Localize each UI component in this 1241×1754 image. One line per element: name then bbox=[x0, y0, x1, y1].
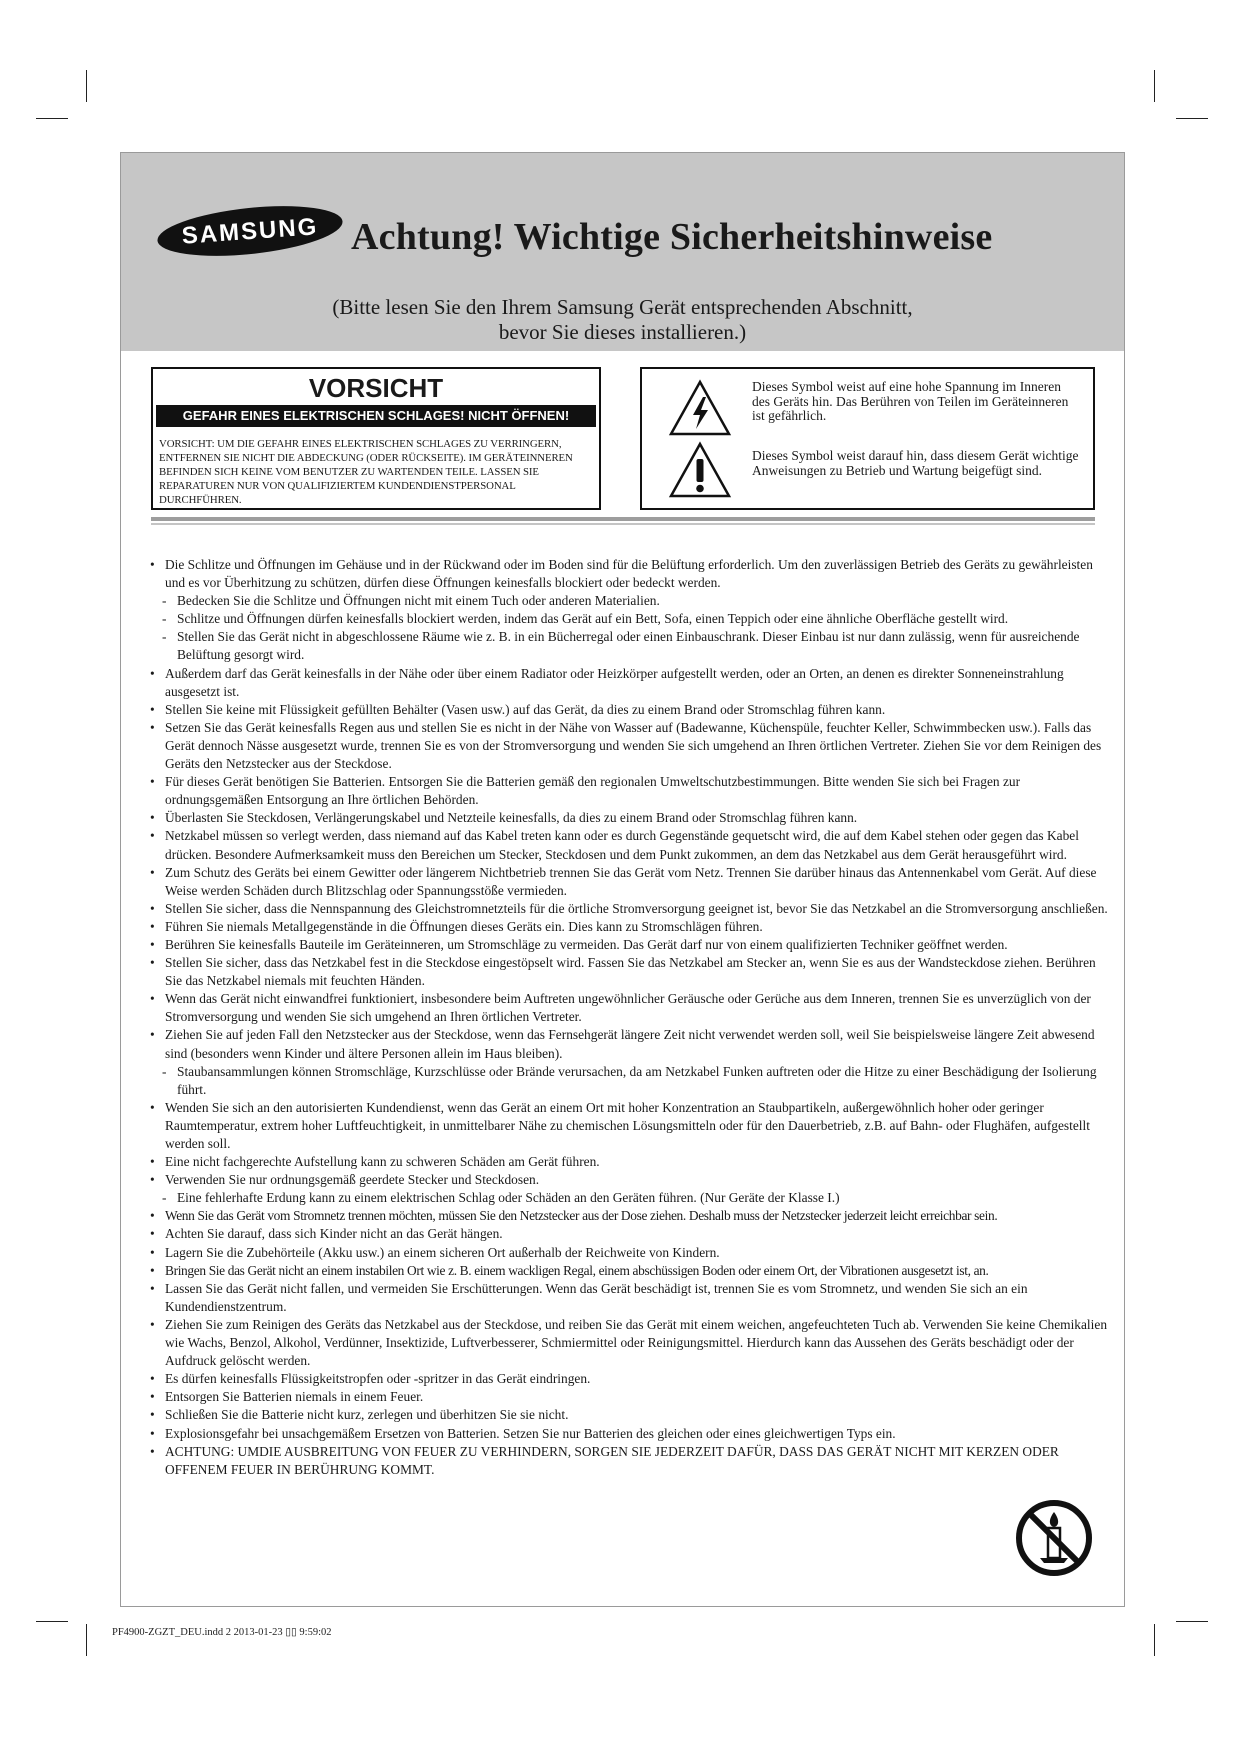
list-item bbox=[149, 628, 1113, 664]
bullet-marker: • bbox=[150, 828, 155, 844]
bullet-marker: • bbox=[150, 1027, 155, 1043]
list-item bbox=[149, 773, 1113, 809]
list-item bbox=[149, 809, 1113, 827]
list-item-text: Zum Schutz des Geräts bei einem Gewitter oder längerem Nichtbetrieb trennen Sie das Gerät vom Netz. Trennen Sie darüber hinaus das Antennenkabel vom Gerät. Auf diese Weise werden Schäden durch Blitzschlag oder Spannungsstöße vermieden. bbox=[165, 864, 1097, 898]
list-item bbox=[149, 900, 1113, 918]
bullet-marker: • bbox=[150, 1099, 155, 1115]
list-item bbox=[149, 556, 1113, 592]
list-item-text: Führen Sie niemals Metallgegenstände in die Öffnungen dieses Geräts ein. Dies kann zu Stromschlägen führen. bbox=[165, 918, 763, 934]
bullet-marker: • bbox=[150, 719, 155, 735]
list-item-text: Überlasten Sie Steckdosen, Verlängerungskabel und Netzteile keinesfalls, da dies zu einem Brand oder Stromschlag führen kann. bbox=[165, 810, 858, 826]
list-item-text: Achten Sie darauf, dass sich Kinder nicht an das Gerät hängen. bbox=[165, 1226, 503, 1242]
list-item bbox=[149, 719, 1113, 773]
list-item-text: ACHTUNG: UMDIE AUSBREITUNG VON FEUER ZU VERHINDERN, SORGEN SIE JEDERZEIT DAFÜR, DASS DAS GERÄT NICHT MIT KERZEN ODER OFFENEM FEUER IN BERÜHRUNG KOMMT. bbox=[165, 1443, 1059, 1477]
list-item bbox=[149, 864, 1113, 900]
caution-text: VORSICHT: UM DIE GEFAHR EINES ELEKTRISCHEN SCHLAGES ZU VERRINGERN, ENTFERNEN SIE NICHT DIE ABDECKUNG (ODER RÜCKSEITE). IM GERÄTEINNEREN BEFINDEN SICH KEINE VOM BENUTZER ZU WARTENDEN TEILE. LASSEN SIE REPARATUREN NUR VON QUALIFIZIERTEM KUNDENDIENSTPERSONAL DURCHFÜHREN. bbox=[159, 438, 573, 506]
subtitle-line-1: (Bitte lesen Sie den Ihrem Samsung Gerät entsprechenden Abschnitt, bbox=[332, 295, 913, 319]
caution-box bbox=[151, 367, 601, 510]
list-item-text: Lassen Sie das Gerät nicht fallen, und vermeiden Sie Erschütterungen. Wenn das Gerät beschädigt ist, trennen Sie es vom Stromnetz, und wenden Sie sich an ein Kundendienstzentrum. bbox=[165, 1280, 1028, 1314]
list-item bbox=[149, 610, 1113, 628]
list-item bbox=[149, 954, 1113, 990]
list-item-text: Schlitze und Öffnungen dürfen keinesfalls blockiert werden, indem das Gerät auf ein Bett, Sofa, einen Teppich oder eine ähnliche Oberfläche gestellt wird. bbox=[177, 611, 1009, 627]
divider-rule bbox=[151, 517, 1095, 521]
bullet-marker: • bbox=[150, 1443, 155, 1459]
list-item bbox=[149, 665, 1113, 701]
list-item-text: Eine fehlerhafte Erdung kann zu einem elektrischen Schlag oder Schäden an den Geräten führen. (Nur Geräte der Klasse I.) bbox=[177, 1190, 840, 1206]
list-item bbox=[149, 1244, 1113, 1262]
list-item-text: Ziehen Sie zum Reinigen des Geräts das Netzkabel aus der Steckdose, und reiben Sie das Gerät mit einem weichen, angefeuchteten Tuch ab. Verwenden Sie keine Chemikalien wie Wachs, Benzol, Alkohol, Verdünner, Insektizide, Luftverbesserer, Schmiermittel oder Reinigungsmittel. Hierdurch kann das Aussehen des Geräts beschädigt oder der Aufdruck gelöscht werden. bbox=[165, 1316, 1108, 1369]
list-item-text: Stellen Sie sicher, dass die Nennspannung des Gleichstromnetzteils für die örtliche Stromversorgung geeignet ist, bevor Sie das Netzkabel an die Stromversorgung anschließen. bbox=[165, 900, 1108, 916]
bullet-marker: • bbox=[150, 1226, 155, 1242]
list-item bbox=[149, 1063, 1113, 1099]
bullet-marker: • bbox=[150, 936, 155, 952]
dash-marker: - bbox=[162, 629, 167, 645]
bullet-marker: • bbox=[150, 1208, 155, 1224]
bullet-marker: • bbox=[150, 701, 155, 717]
bullet-marker: • bbox=[150, 900, 155, 916]
important-description: Dieses Symbol weist darauf hin, dass diesem Gerät wichtige Anweisungen zu Betrieb und Wartung beigefügt sind. bbox=[752, 448, 1079, 478]
list-item-text: Entsorgen Sie Batterien niemals in einem Feuer. bbox=[165, 1389, 424, 1405]
list-item-text: Schließen Sie die Batterie nicht kurz, zerlegen und überhitzen Sie sie nicht. bbox=[165, 1407, 569, 1423]
list-item bbox=[149, 1406, 1113, 1424]
samsung-logo bbox=[155, 205, 345, 257]
list-item bbox=[149, 1171, 1113, 1189]
bullet-marker: • bbox=[150, 955, 155, 971]
list-item-text: Ziehen Sie auf jeden Fall den Netzstecker aus der Steckdose, wenn das Fernsehgerät längere Zeit nicht verwendet werden soll, weil Sie beispielsweise längere Zeit abwesend sind (besonders wenn Kinder und ältere Personen allein im Haus bleiben). bbox=[165, 1027, 1095, 1061]
list-item-text: Explosionsgefahr bei unsachgemäßem Ersetzen von Batterien. Setzen Sie nur Batterien des gleichen oder eines gleichwertigen Typs ein. bbox=[165, 1425, 896, 1441]
list-item bbox=[149, 990, 1113, 1026]
caution-title: VORSICHT bbox=[308, 373, 444, 403]
list-item-text: Außerdem darf das Gerät keinesfalls in der Nähe oder über einem Radiator oder Heizkörper aufgestellt werden, oder an Orten, an denen es direkter Sonneneinstrahlung ausgesetzt ist. bbox=[165, 665, 1064, 699]
list-item-text: Lagern Sie die Zubehörteile (Akku usw.) an einem sicheren Ort außerhalb der Reichweite von Kindern. bbox=[165, 1244, 720, 1260]
bullet-marker: • bbox=[150, 918, 155, 934]
bullet-marker: • bbox=[150, 864, 155, 880]
list-item bbox=[149, 1280, 1113, 1316]
list-item bbox=[149, 1153, 1113, 1171]
safety-page-frame bbox=[120, 152, 1125, 1607]
dash-marker: - bbox=[162, 1190, 167, 1206]
list-item-text: Stellen Sie keine mit Flüssigkeit gefüllten Behälter (Vasen usw.) auf das Gerät, da dies zu einem Brand oder Stromschlag führen kann. bbox=[165, 701, 886, 717]
bullet-marker: • bbox=[150, 1280, 155, 1296]
list-item-text: Setzen Sie das Gerät keinesfalls Regen aus und stellen Sie es nicht in der Nähe von Wasser auf (Badewanne, Küchenspüle, feuchter Keller, Schwimmbecken usw.). Falls das Gerät dennoch Nässe ausgesetzt wurde, trennen Sie es von der Stromversorgung und wenden Sie sich umgehend an Ihren örtlichen Vertreter. Ziehen Sie vor dem Reinigen des Geräts den Netzstecker aus der Steckdose. bbox=[165, 719, 1102, 772]
caution-bar: GEFAHR EINES ELEKTRISCHEN SCHLAGES! NICHT ÖFFNEN! bbox=[156, 405, 596, 427]
logo-text: SAMSUNG bbox=[180, 213, 320, 250]
list-item-text: Die Schlitze und Öffnungen im Gehäuse und in der Rückwand oder im Boden sind für die Belüftung erforderlich. Um den zuverlässigen Betrieb des Geräts zu gewährleisten und es vor Überhitzung zu schützen, dürfen diese Öffnungen keinesfalls blockiert oder bedeckt werden. bbox=[165, 557, 1093, 591]
exclamation-warning-icon bbox=[668, 441, 732, 499]
high-voltage-warning-icon bbox=[668, 379, 732, 437]
page-title: Achtung! Wichtige Sicherheitshinweise bbox=[351, 216, 993, 258]
list-item bbox=[149, 1388, 1113, 1406]
list-item bbox=[149, 918, 1113, 936]
no-open-flame-icon bbox=[1014, 1498, 1094, 1578]
list-item-text: Verwenden Sie nur ordnungsgemäß geerdete Stecker und Steckdosen. bbox=[165, 1172, 540, 1188]
subtitle-line-2: bevor Sie dieses installieren.) bbox=[498, 320, 747, 344]
list-item bbox=[149, 1225, 1113, 1243]
high-voltage-description: Dieses Symbol weist auf eine hohe Spannung im Inneren des Geräts hin. Das Berühren von Teilen im Geräteinneren ist gefährlich. bbox=[752, 379, 1069, 423]
list-item bbox=[149, 1425, 1113, 1443]
list-item-text: Es dürfen keinesfalls Flüssigkeitstropfen oder -spritzer in das Gerät eindringen. bbox=[165, 1371, 591, 1387]
dash-marker: - bbox=[162, 593, 167, 609]
list-item bbox=[149, 1026, 1113, 1062]
list-item bbox=[149, 1316, 1113, 1370]
bullet-marker: • bbox=[150, 1425, 155, 1441]
bullet-marker: • bbox=[150, 1244, 155, 1260]
list-item bbox=[149, 936, 1113, 954]
bullet-marker: • bbox=[150, 1389, 155, 1405]
page-subtitle bbox=[121, 295, 1124, 345]
bullet-marker: • bbox=[150, 1262, 155, 1278]
bullet-marker: • bbox=[150, 810, 155, 826]
list-item-text: Stellen Sie sicher, dass das Netzkabel fest in die Steckdose eingestöpselt wird. Fassen Sie das Netzkabel am Stecker an, wenn Sie es aus der Wandsteckdose ziehen. Berühren Sie das Netzkabel niemals mit feuchten Händen. bbox=[165, 955, 1096, 989]
divider-rule-light bbox=[151, 523, 1095, 525]
bullet-marker: • bbox=[150, 1407, 155, 1423]
list-item-text: Berühren Sie keinesfalls Bauteile im Geräteinneren, um Stromschläge zu vermeiden. Das Gerät darf nur von einem qualifizierten Techniker geöffnet werden. bbox=[165, 936, 1008, 952]
bullet-marker: • bbox=[150, 774, 155, 790]
list-item bbox=[149, 1370, 1113, 1388]
bullet-marker: • bbox=[150, 1371, 155, 1387]
bullet-marker: • bbox=[150, 1172, 155, 1188]
bullet-marker: • bbox=[150, 991, 155, 1007]
list-item bbox=[149, 1189, 1113, 1207]
list-item bbox=[149, 1443, 1113, 1479]
header-band bbox=[121, 153, 1124, 351]
list-item-text: Wenden Sie sich an den autorisierten Kundendienst, wenn das Gerät an einem Ort mit hoher Konzentration an Staubpartikeln, außergewöhnlich hoher oder geringer Raumtemperatur, extrem hoher Luftfeuchtigkeit, in unmittelbarer Nähe zu chemischen Lösungsmitteln oder für den Dauerbetrieb, z.B. auf Bahn- oder Flughäfen, aufgestellt werden soll. bbox=[165, 1099, 1090, 1151]
list-item-text: Wenn das Gerät nicht einwandfrei funktioniert, insbesondere beim Auftreten ungewöhnlicher Geräusche oder Gerüche aus dem Inneren, trennen Sie es unverzüglich von der Stromversorgung und wenden Sie sich umgehend an Ihren örtlichen Vertreter. bbox=[165, 991, 1091, 1025]
list-item bbox=[149, 592, 1113, 610]
list-item-text: Bedecken Sie die Schlitze und Öffnungen nicht mit einem Tuch oder anderen Materialien. bbox=[177, 593, 660, 609]
bullet-marker: • bbox=[150, 665, 155, 681]
dash-marker: - bbox=[162, 611, 167, 627]
list-item-text: Stellen Sie das Gerät nicht in abgeschlossene Räume wie z. B. in ein Bücherregal oder einen Einbauschrank. Dieser Einbau ist nur dann zulässig, wenn für ausreichende Belüftung gesorgt wird. bbox=[177, 629, 1080, 663]
bullet-marker: • bbox=[150, 1154, 155, 1170]
instructions-list bbox=[149, 556, 1113, 1479]
list-item-text: Wenn Sie das Gerät vom Stromnetz trennen möchten, müssen Sie den Netzstecker aus der Dose ziehen. Deshalb muss der Netzstecker jederzeit leicht erreichbar sein. bbox=[165, 1208, 998, 1224]
bullet-marker: • bbox=[150, 557, 155, 572]
list-item-text: Staubansammlungen können Stromschläge, Kurzschlüsse oder Brände verursachen, da am Netzkabel Funken auftreten oder die Hitze zu einer Beschädigung der Isolierung führt. bbox=[177, 1063, 1097, 1097]
dash-marker: - bbox=[162, 1063, 167, 1079]
list-item-text: Bringen Sie das Gerät nicht an einem instabilen Ort wie z. B. einem wackligen Regal, einem abschüssigen Boden oder einem Ort, der Vibrationen ausgesetzt ist, an. bbox=[165, 1262, 989, 1278]
list-item bbox=[149, 827, 1113, 863]
list-item bbox=[149, 1207, 1113, 1225]
list-item-text: Eine nicht fachgerechte Aufstellung kann zu schweren Schäden am Gerät führen. bbox=[165, 1154, 600, 1170]
list-item bbox=[149, 701, 1113, 719]
list-item-text: Für dieses Gerät benötigen Sie Batterien. Entsorgen Sie die Batterien gemäß den regionalen Umweltschutzbestimmungen. Bitte wenden Sie sich bei Fragen zur ordnungsgemäßen Entsorgung an Ihre örtlichen Behörden. bbox=[165, 774, 1021, 808]
bullet-marker: • bbox=[150, 1316, 155, 1332]
list-item-text: Netzkabel müssen so verlegt werden, dass niemand auf das Kabel treten kann oder es durch Gegenstände gequetscht wird, die auf dem Kabel stehen oder gegen das Kabel drücken. Besondere Aufmerksamkeit muss den Bereichen um Stecker, Steckdosen und dem Punkt zukommen, an dem das Netzkabel aus dem Gerät herausgeführt wird. bbox=[165, 828, 1079, 862]
list-item bbox=[149, 1262, 1113, 1280]
print-footer: PF4900-ZGZT_DEU.indd 2 2013-01-23 ▯▯ 9:59:02 bbox=[112, 1627, 332, 1638]
symbol-legend-box bbox=[640, 367, 1095, 510]
list-item bbox=[149, 1099, 1113, 1153]
